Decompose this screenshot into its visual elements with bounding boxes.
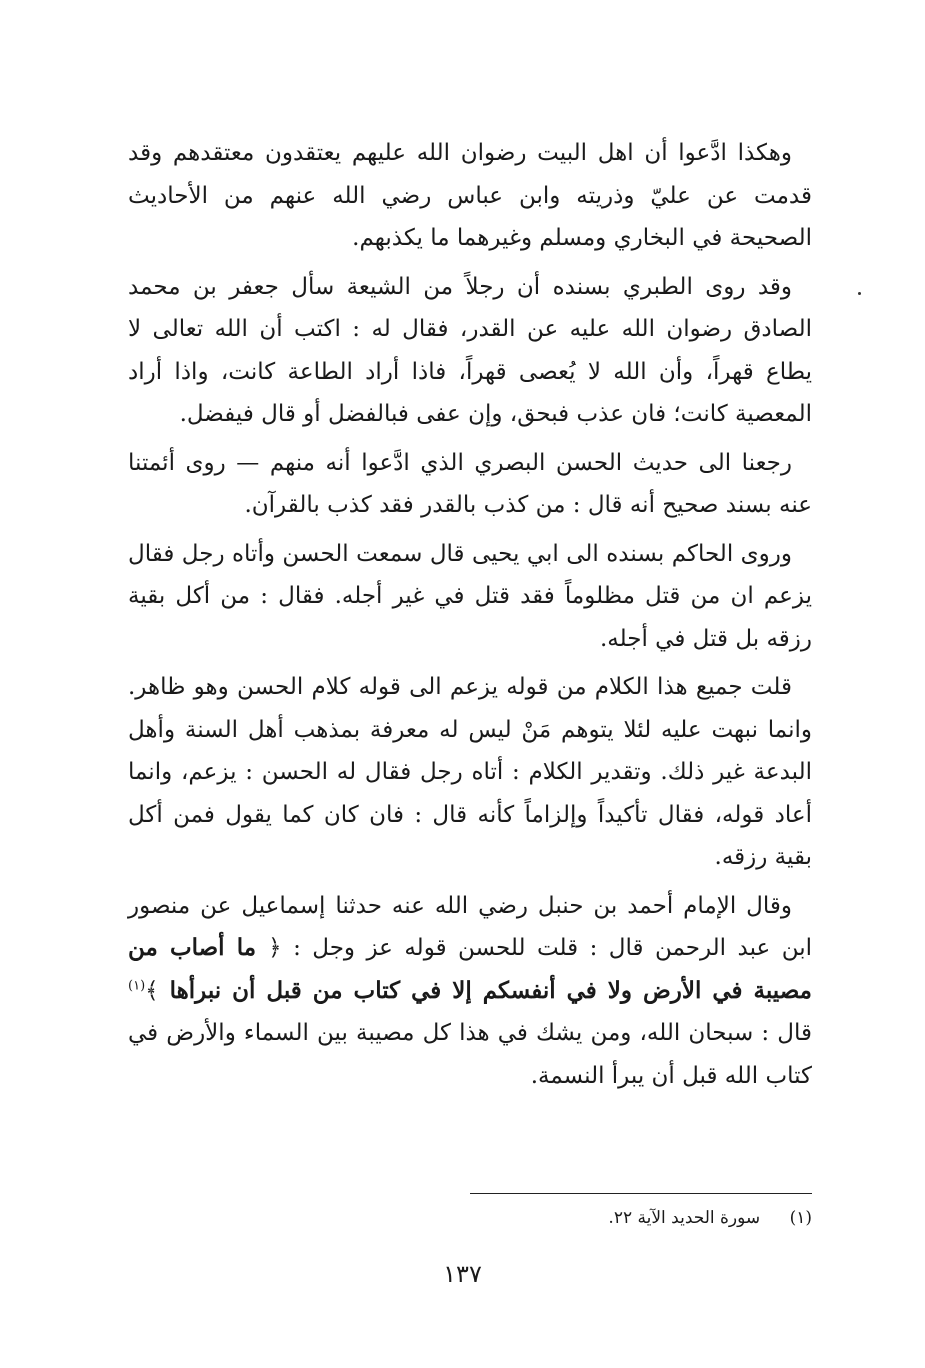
text-segment: وقال الإمام أحمد بن حنبل رضي الله عنه حدثنا إسماعيل عن منصور ابن عبد الرحمن قال : قلت للحسن قوله عز وجل : xyxy=(128,892,812,961)
paragraph xyxy=(128,442,812,527)
paragraph xyxy=(128,666,812,879)
paragraph xyxy=(128,266,812,436)
quran-bracket: ﴿ xyxy=(268,935,282,961)
text-segment: رجعنا الى حديث الحسن البصري الذي ادَّعوا أنه منهم — روى أئمتنا عنه بسند صحيح أنه قال : من كذب بالقدر فقد كذب بالقرآن. xyxy=(128,449,812,518)
paragraph xyxy=(128,885,812,1098)
footnote-divider xyxy=(470,1193,812,1194)
page-number: ١٣٧ xyxy=(443,1260,482,1288)
footnote-ref: (١) xyxy=(128,977,146,993)
text-segment: وهكذا ادَّعوا أن اهل البيت رضوان الله عليهم يعتقدون معتقدهم وقد قدمت عن عليّ وذريته وابن عباس رضي الله عنهم من الأحاديث الصحيحة في البخاري ومسلم وغيرهما ما يكذبهم. xyxy=(128,140,812,251)
paragraph xyxy=(128,132,812,260)
quran-bracket: ﴾ xyxy=(145,977,159,1004)
footnote-number: (١) xyxy=(789,1208,812,1228)
scan-speck xyxy=(858,292,861,295)
text-segment: قال : سبحان الله، ومن يشك في هذا كل مصيبة بين السماء والأرض في كتاب الله قبل أن يبرأ النسمة. xyxy=(128,1020,812,1089)
quran-verse: ما أصاب من مصيبة في الأرض ولا في أنفسكم إلا في كتاب من قبل أن نبرأها xyxy=(128,934,812,1004)
footnote xyxy=(470,1205,812,1231)
text-segment: قلت جميع هذا الكلام من قوله يزعم الى قوله كلام الحسن وهو ظاهر. وانما نبهت عليه لئلا يتوهم مَنْ ليس له معرفة بمذهب أهل السنة وأهل البدعة غير ذلك. وتقدير الكلام : أتاه رجل فقال له الحسن : يزعم، وانما أعاد قوله، فقال تأكيداً وإلزاماً كأنه قال : فان كان كما يقول فمن أكل بقية رزقه. xyxy=(128,674,812,870)
paragraph xyxy=(128,533,812,661)
body-text xyxy=(128,132,812,1103)
text-segment: وقد روى الطبري بسنده أن رجلاً من الشيعة سأل جعفر بن محمد الصادق رضوان الله عليه عن القدر، فقال له : اكتب أن الله تعالى لا يطاع قهراً، وأن الله لا يُعصى قهراً، فاذا أراد الطاعة كانت، واذا أراد المعصية كانت؛ فان عذب فبحق، وإن عفى فبالفضل أو قال فيفضل. xyxy=(128,273,812,427)
footnote-text: سورة الحديد الآية ٢٢. xyxy=(608,1208,761,1228)
text-segment: وروى الحاكم بسنده الى ابي يحيى قال سمعت الحسن وأتاه رجل فقال يزعم ان من قتل مظلوماً فقد قتل في غير أجله. فقال : من أكل بقية رزقه بل قتل في أجله. xyxy=(128,540,812,652)
